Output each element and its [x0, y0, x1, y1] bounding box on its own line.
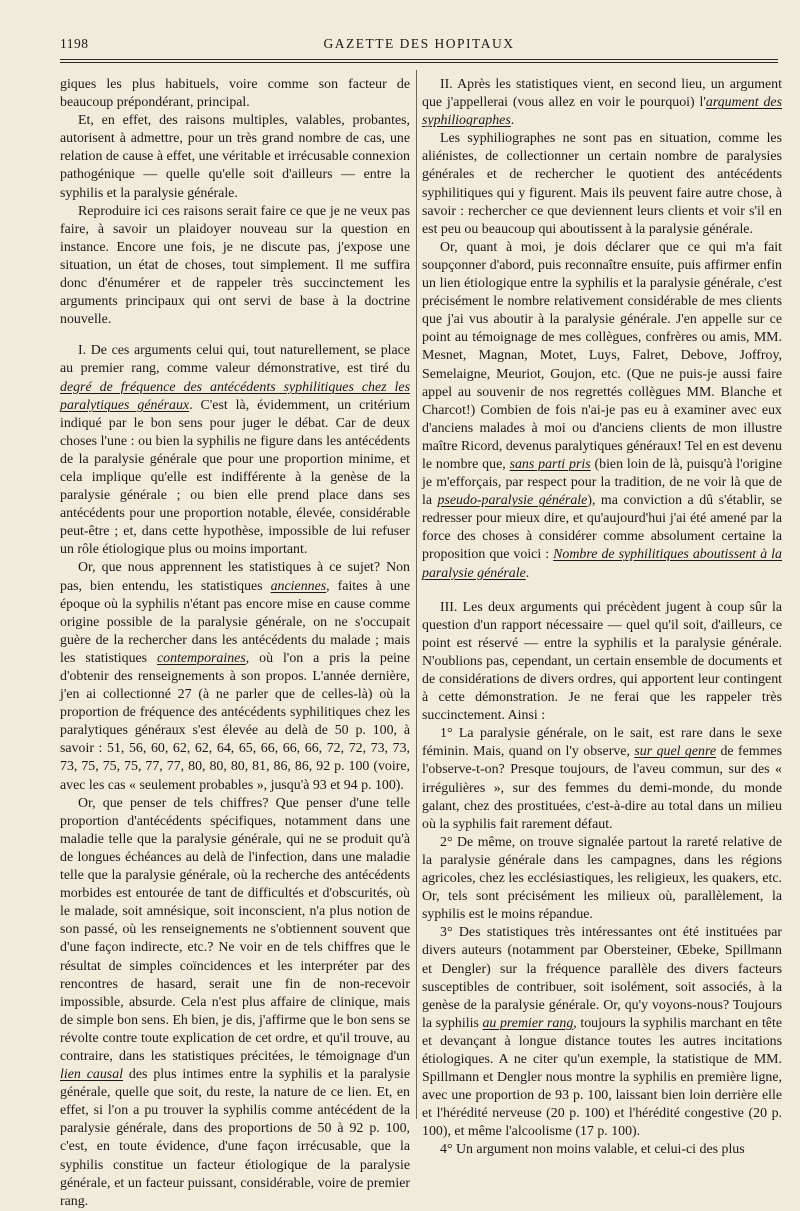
emphasis: contemporaines: [157, 650, 246, 666]
emphasis: anciennes: [270, 578, 327, 594]
paragraph: 2° De même, on trouve signalée partout la rareté relative de la paralysie générale dans les campagnes, dans les régions agricoles, chez les ecclésiastiques, les religieux, les quakers, etc. Or, tels sont précisément les milieux où, parallèlement, la syphilis est le moins répandue.: [422, 834, 782, 923]
header-rule-top: [60, 59, 778, 60]
page-header: [60, 36, 778, 56]
emphasis: pseudo-paralysie générale: [437, 493, 588, 509]
emphasis: sur quel genre: [634, 744, 717, 760]
paragraph: [60, 559, 410, 794]
paragraph-argument-1: [60, 342, 410, 559]
paragraph-argument-3: III. Les deux arguments qui précèdent jugent à coup sûr la question d'un rapport nécessaire — quel qu'il soit, d'ailleurs, ce point est réservé — entre la syphilis et la paralysie générale. N'oublions pas, cependant, un certain ensemble de documents et de considérations de divers ordres, qui apportent leur contingent à cette démonstration. Je ne ferai que les rappeler très succinctement. Ainsi :: [422, 599, 782, 724]
text-run: (bien loin de là, puisqu'à l'origine je m'efforçais, par respect pour la tradition, de ne voir là que de la: [422, 456, 782, 509]
text-run: .: [525, 565, 530, 581]
right-column: [422, 76, 782, 1160]
text-run: , toujours la syphilis marchant en tête et devançant à longue distance toutes les autres incitations étiologiques. A ne citer qu'un exemple, la statistique de MM. Spillmann et Dengler nous montre la syphilis en première ligne, avec une proportion de 93 p. 100, laissant bien loin derrière elle et l'hérédité nerveuse (20 p. 100) et l'hérédité congestive (20 p. 100), et même l'alcoolisme (17 p. 100).: [422, 1015, 782, 1140]
paragraph: [422, 239, 782, 583]
paragraph: Et, en effet, des raisons multiples, valables, probantes, autorisent à admettre, pour un très grand nombre de cas, une relation de cause à effet, une véritable et irrécusable connexion pathogénique — quelle qu'elle soit d'ailleurs — entre la syphilis et la paralysie générale.: [60, 113, 410, 201]
text-run: . C'est là, évidemment, un critérium indiqué par le bon sens pour juger le débat. Car de deux choses l'une : ou bien la syphilis ne figure dans les antécédents de la paralysie générale que pour une proportion minime, et cela implique qu'elle est indifférente à la genèse de la paralysie générale ; ou bien elle prend place dans ses antécédents pour une proportion notable, élevée, considérable peut-être ; et, dans cette hypothèse, impossible de lui refuser un rôle étiologique plus ou moins important.: [60, 397, 410, 558]
text-run: de femmes l'observe-t-on? Presque toujours, de l'aveu commun, sur des « irrégulières », sur des femmes du demi-monde, du monde galant, chez des prostituées, c'est-à-dire au total dans un milieu où la syphilis fait rarement défaut.: [422, 744, 783, 832]
text-run: Or, que penser de tels chiffres? Que penser d'une telle proportion d'antécédents spécifiques, notamment dans une maladie telle que la paralysie générale, qui ne se produit qu'à de longues échéances au delà de l'infection, dans une maladie telle que la paralysie générale, où la recherche des antécédents morbides est entourée de tant de difficultés et d'obscurités, où le malade, soit amnésique, soit inconscient, n'a plus notion de son passé, où les renseignements ne s'obtiennent souvent que d'une façon indirecte, etc.? Ne voir en de tels chiffres que le résultat de simples coïncidences et les interpréter par des rencontres de hasard, serait une fin de non-recevoir impossible, absurde. Cela n'est plus affaire de clinique, mais de simple bon sens. Eh bien, je dis, j'affirme que le bon sens se révolte contre toute explication de cet ordre, et qu'il trouve, au contraire, dans les statistiques précitées, le témoignage d'un: [60, 795, 410, 1064]
text-run: 3° Des statistiques très intéressantes ont été instituées par divers auteurs (notamment par Obersteiner, Œbeke, Spillmann et Dengler) sur la fréquence parallèle des divers facteurs susceptibles de contribuer, soit isolément, soit associés, à la genèse de la paralysie générale. Or, qu'y voyons-nous? Toujours la syphilis: [422, 925, 782, 1031]
text-run: , où l'on a pris la peine d'obtenir des renseignements à son propos. L'année dernière, j'en ai collectionné 27 (à ne parler que de celles-là) où la proportion de fréquence des antécédents syphilitiques chez les paralytiques généraux s'est élevée au delà de 50 p. 100, à savoir : 51, 56, 60, 62, 62, 64, 65, 66, 66, 66, 72, 72, 73, 73, 73, 75, 75, 75, 77, 77, 80, 80, 80, 81, 86, 86, 92 p. 100 (voire, avec les cas « seulement probables », jusqu'à 93 et 94 p. 100).: [60, 650, 410, 793]
text-run: I. De ces arguments celui qui, tout naturellement, se place au premier rang, comme valeur démonstrative, est tiré du: [60, 343, 410, 377]
journal-title: GAZETTE DES HOPITAUX: [323, 36, 515, 51]
emphasis: degré de fréquence des antécédents syphilitiques chez les paralytiques généraux: [60, 379, 410, 413]
paragraph: [422, 725, 782, 834]
emphasis: au premier rang: [482, 1015, 574, 1031]
text-run: ), ma conviction a dû s'établir, se redresser pour mieux dire, et qu'aujourd'hui j'ai été amené par la force des choses à considérer comme absolument certaine la proposition que voici :: [422, 493, 782, 563]
page-number: 1198: [60, 36, 89, 51]
emphasis: Nombre de syphilitiques aboutissent à la paralysie générale: [422, 547, 782, 581]
paragraph-argument-2: [422, 76, 782, 130]
text-run: des plus intimes entre la syphilis et la paralysie générale, quelle que soit, du reste, la nature de ce lien. Et, en effet, si l'on a pu trouver la syphilis comme antécédent de la paralysie générale, dans des proportions de 50 à 92 p. 100, c'est, en toute évidence, d'une façon irrécusable, que la syphilis constitue un facteur étiologique de la paralysie générale, et un facteur puissant, considérable, voire de premier rang.: [60, 1067, 410, 1209]
text-run: .: [510, 113, 515, 129]
emphasis: sans parti pris: [509, 456, 591, 472]
paragraph: Reproduire ici ces raisons serait faire ce que je ne veux pas faire, à savoir un plaidoyer nouveau sur la question en instance. Encore une fois, je ne discute pas, j'expose une situation, un état de choses, tout simplement. Il me suffira donc d'énumérer et de rappeler très succinctement les arguments principaux qui ont servi de base à la doctrine nouvelle.: [60, 203, 410, 328]
paragraph: [60, 795, 410, 1211]
left-column: [60, 76, 410, 1211]
paragraph: Les syphiliographes ne sont pas en situation, comme les aliénistes, de collectionner un certain nombre de paralysies générales et de rechercher le quotient des antécédents syphilitiques qui y figurent. Mais ils peuvent faire autre chose, à savoir : rechercher ce que deviennent leurs clients et voir s'il en est peu ou beaucoup qui aboutissent à la paralysie générale.: [422, 131, 782, 237]
paragraph: giques les plus habituels, voire comme son facteur de beaucoup prépondérant, principal.: [60, 77, 410, 111]
paragraph: 4° Un argument non moins valable, et celui-ci des plus: [440, 1142, 745, 1158]
text-run: II. Après les statistiques vient, en second lieu, un argument que j'appellerai (vous allez en voir le pourquoi) l': [422, 77, 782, 111]
column-divider: [416, 70, 417, 1119]
emphasis: lien causal: [60, 1067, 124, 1083]
emphasis: argument des syphiliographes: [422, 95, 782, 129]
text-run: Or, quant à moi, je dois déclarer que ce qui m'a fait soupçonner d'abord, puis reconnaître ensuite, puis affirmer enfin un lien étiologique entre la syphilis et la paralysie générale, c'est précisément le nombre relativement considérable de mes clients que j'ai vus aboutir à la paralysie générale. J'en appelle sur ce point au témoignage de mes collègues, confrères ou amis, MM. Mesnet, Magnan, Motet, Luys, Falret, Debove, Joffroy, Semelaigne, Meuriot, Goujon, etc. (Que ne puis-je aussi faire appel au souvenir de nos regrettés collègues MM. Blanche et Charcot!) Combien de fois n'ai-je pas eu à examiner avec eux d'anciens malades à moi ou d'anciens clients de mon illustre maître Ricord, devenus paralytiques généraux! Tel en est devenu le nombre que,: [422, 239, 782, 472]
text-run: 1° La paralysie générale, on le sait, est rare dans le sexe féminin. Mais, quand on l'y observe,: [422, 726, 782, 760]
paragraph: [422, 924, 782, 1141]
text-run: , faites à une époque où la syphilis n'étant pas encore mise en cause comme origine possible de la paralysie générale, on ne s'occupait guère de la rechercher dans les antécédents du malade ; mais les statistiques: [60, 578, 410, 666]
text-run: Or, que nous apprennent les statistiques à ce sujet? Non pas, bien entendu, les statistiques: [60, 560, 410, 594]
header-rule-bottom: [60, 62, 778, 63]
